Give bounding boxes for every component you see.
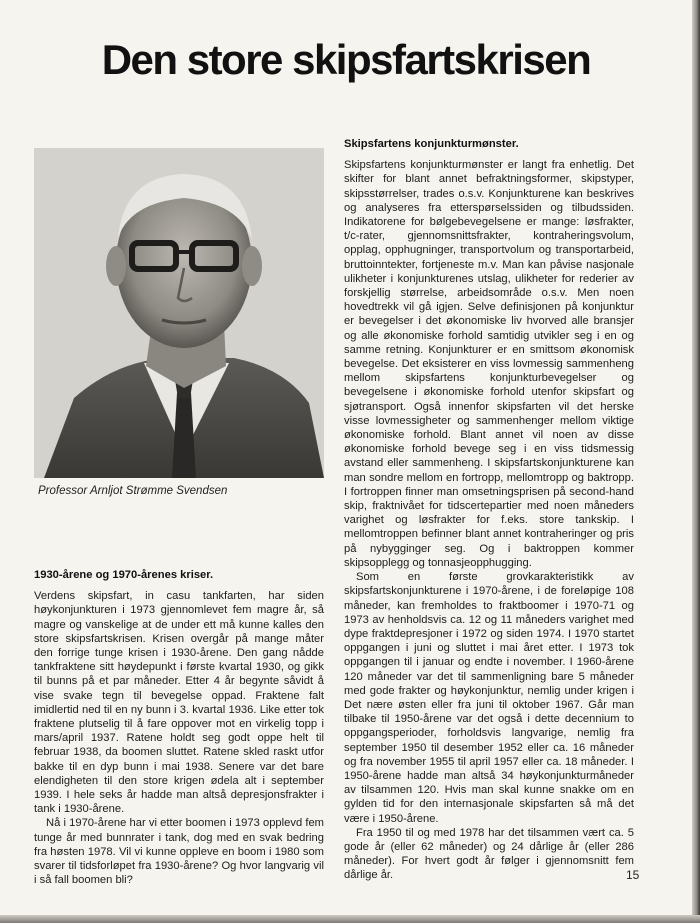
page-number: 15 — [626, 868, 640, 882]
portrait-photo — [34, 148, 324, 478]
page-edge-shadow — [692, 0, 700, 923]
page-edge-shadow-bottom — [0, 915, 700, 923]
paragraph: Verdens skipsfart, in casu tankfarten, har siden høykonjunkturen i 1973 gjennomlevet fem magre år, så magre og vanskelige at de under ett må kunne kalles den store skipsfartskrisen. Krisen overgår på mange måter den forrige tunge krisen i 1930-årene. Den gang nådde tankfraktene sitt høydepunkt i første kvartal 1930, og gikk til bunns på et par måneder. Etter 4 år begynte såvidt å vise svake tegn til bevegelse oppad. Fraktene falt imidlertid ned til en ny bunn i 3. kvartal 1936. Like etter tok fraktene plutselig til å fare oppover mot en virkelig topp i mars/april 1937. Ratene holdt seg godt oppe helt til februar 1938, da boomen sluttet. Ratene skled raskt utfor bakke til en dyp bunn i mai 1938. Senere var det bare elendigheten til den store krigen ødela alt i september 1939. I hele seks år hadde man altså depresjonsfrakter i tank i 1930-årene. — [34, 590, 324, 816]
section-heading-crises: 1930-årene og 1970-årenes kriser. — [34, 569, 214, 581]
paragraph: Fra 1950 til og med 1978 har det tilsammen vært ca. 5 gode år (eller 62 måneder) og 24 dårlige år (eller 286 måneder). For hvert godt år følger i gjennomsnitt fem dårlige år. — [344, 826, 634, 882]
right-column — [344, 137, 634, 883]
portrait-illustration — [34, 148, 324, 478]
photo-caption: Professor Arnljot Strømme Svendsen — [38, 485, 228, 497]
left-column — [34, 568, 324, 887]
section-heading-konjunktur: Skipsfartens konjunkturmønster. — [344, 138, 519, 150]
paragraph: Nå i 1970-årene har vi etter boomen i 1973 opplevd fem tunge år med bunnrater i tank, dog med en svak bedring fra høsten 1978. Vil vi kunne oppleve en boom i 1980 som svarer til tidsforløpet fra 1930-årene? Og hvor langvarig vil i så fall boomen bli? — [34, 817, 324, 887]
article-title: Den store skipsfartskrisen — [101, 36, 591, 83]
paragraph: Skipsfartens konjunkturmønster er langt fra enhetlig. Det skifter for blant annet befraktningsformer, skipstyper, skipsstørrelser, trades o.s.v. Konjunkturene kan beskrives og analyseres fra etterspørselssiden og tilbudssiden. Indikatorene for bølgebevegelsene er mange: løsfrakter, t/c-rater, gjennomsnittsfrakter, kontraheringsvolum, opplag, opphugninger, transportvolum og transportarbeid, bruttoinntekter, fortjeneste m.v. Man kan påvise nasjonale ulikheter i konjunkturenes utslag, ulikheter for rederier av forskjellig størrelse, arbeidsområde o.s.v. Men noen hovedtrekk vil gå igjen. Selve definisjonen på konjunktur er bevegelser i det økonomiske liv hvorved alle bransjer og alle økonomiske forhold samtidig utvikler seg i en og samme retning. Konjunkturer er en smittsom økonomisk bevegelse. Det eksisterer en viss lovmessig sammenheng mellom skipsfartens konjunkturbevegelser og bevegelsene i økonomiske forhold utenfor skipsfart og sjøtransport. Også innenfor skipsfarten vil det herske visse lovmessigheter og sammenhenger mellom viktige økonomiske forhold. Blant annet vil noen av disse økonomiske forhold bevege seg i en viss tidsmessig avstand eller sammenheng. I skipsfartskonjunkturene kan man sondre mellom en fortropp, mellomtropp og baktropp. I fortroppen finner man omsetningsprisen på second-hand skip, fraktnivået for tidscertepartier med noen måneders varighet og løsfrakter for f.eks. store tankskip. I mellomtroppen befinner blant annet kontraheringer og pris på nybygginger seg. Og i baktroppen kommer skipsopplegg og tonnasjeopphugging. — [344, 159, 634, 569]
paragraph: Som en første grovkarakteristikk av skipsfartskonjunkturene i 1970-årene, i de foreløpige 108 måneder, kan fremholdes to fraktboomer i 1970-71 og 1973 av henholdsvis ca. 12 og 11 måneders varighet med dype fraktdepresjoner i 1972 og siden 1974. I 1970 startet oppgangen i juni og sluttet i mai året etter. I 1973 tok oppgangen til i januar og endte i november. I 1960-årene 120 måneder var det til sammenligning bare 5 måneder med gode frakter og høykonjunktur, nemlig under krigen i Det nære østen eller fra juni til oktober 1967. Går man tilbake til 1950-årene var det også i dette decennium to oppgangsperioder, forholdsvis langvarige, nemlig fra september 1950 til desember 1952 eller ca. 16 måneder og fra november 1955 til april 1957 eller ca. 18 måneder. I 1950-årene hadde man altså 34 høykonjunkturmåneder av tilsammen 120. Hvis man skal kunne snakke om en gylden tid for den internasjonale skipsfarten så må det være i 1950-årene. — [344, 571, 634, 825]
